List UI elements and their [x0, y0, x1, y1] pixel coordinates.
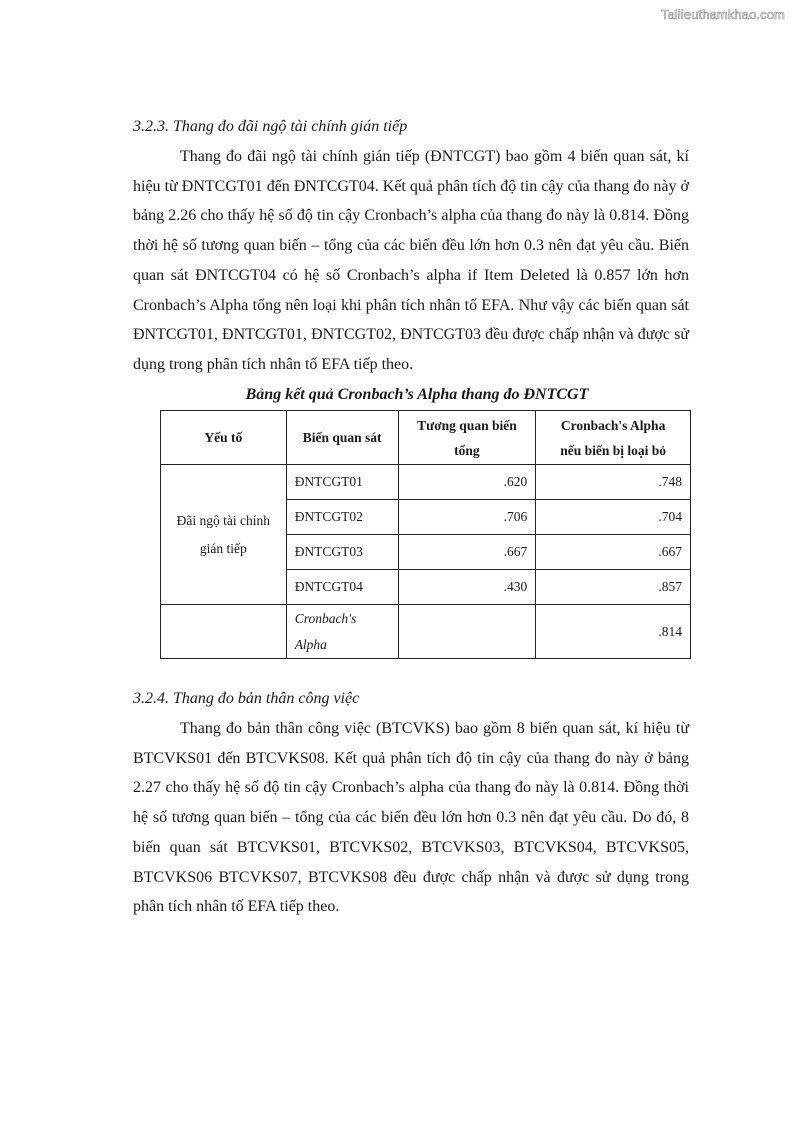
section-heading: 3.2.3. Thang đo đãi ngộ tài chính gián tiếp — [133, 118, 408, 135]
alpha-total-cell: .814 — [536, 605, 691, 659]
header-factor: Yếu tố — [161, 411, 287, 465]
alpha-label-cell — [286, 605, 398, 659]
alpha-if-deleted-cell: .704 — [536, 500, 691, 535]
alpha-if-deleted-cell: .667 — [536, 535, 691, 570]
correlation-cell: .430 — [398, 570, 536, 605]
factor-line2: gián tiếp — [199, 540, 247, 556]
table-row-alpha-total — [161, 605, 691, 659]
header-alpha-line2: nếu biến bị loại bỏ — [560, 442, 667, 458]
alpha-if-deleted-cell: .857 — [536, 570, 691, 605]
table-row — [161, 465, 691, 500]
table-title: Bảng kết quả Cronbach’s Alpha thang đo ĐNTCGT — [245, 385, 589, 403]
header-variable: Biến quan sát — [286, 411, 398, 465]
header-correlation-line2: tổng — [454, 442, 480, 458]
correlation-cell: .706 — [398, 500, 536, 535]
header-correlation — [398, 411, 536, 465]
header-alpha-if-deleted — [536, 411, 691, 465]
section-indirect-financial — [133, 112, 689, 410]
cronbach-alpha-table — [160, 410, 691, 659]
alpha-if-deleted-cell: .748 — [536, 465, 691, 500]
alpha-label-line1: Cronbach's — [294, 610, 357, 626]
section-paragraph: Thang đo đãi ngộ tài chính gián tiếp (ĐNTCGT) bao gồm 4 biến quan sát, kí hiệu từ ĐNTCGT01 đến ĐNTCGT04. Kết quả phân tích độ tin cậy của thang đo này ở bảng 2.26 cho thấy hệ số độ tin cậy Cronbach’s alpha của thang đo này là 0.814. Đồng thời hệ số tương quan biến – tổng của các biến đều lớn hơn 0.3 nên đạt yêu cầu. Biến quan sát ĐNTCGT04 có hệ số Cronbach’s alpha if Item Deleted là 0.857 lớn hơn Cronbach’s Alpha tổng nên loại khi phân tích nhân tố EFA. Như vậy các biến quan sát ĐNTCGT01, ĐNTCGT01, ĐNTCGT02, ĐNTCGT03 đều được chấp nhận và được sử dụng trong phân tích nhân tố EFA tiếp theo. — [133, 148, 689, 373]
header-alpha-line1: Cronbach's Alpha — [560, 417, 666, 433]
section-heading: 3.2.4. Thang đo bản thân công việc — [133, 690, 360, 707]
variable-cell: ĐNTCGT01 — [286, 465, 398, 500]
variable-cell: ĐNTCGT04 — [286, 570, 398, 605]
variable-cell: ĐNTCGT02 — [286, 500, 398, 535]
empty-cell — [398, 605, 536, 659]
variable-cell: ĐNTCGT03 — [286, 535, 398, 570]
header-correlation-line1: Tương quan biến — [417, 417, 517, 433]
table-header-row — [161, 411, 691, 465]
watermark-text: Tailieuthamkhao.com — [660, 7, 785, 22]
section-job-itself — [133, 684, 689, 922]
correlation-cell: .620 — [398, 465, 536, 500]
factor-line1: Đãi ngộ tài chính — [176, 512, 271, 528]
alpha-label-line2: Alpha — [294, 636, 327, 652]
factor-cell — [161, 465, 287, 605]
correlation-cell: .667 — [398, 535, 536, 570]
section-paragraph: Thang đo bản thân công việc (BTCVKS) bao gồm 8 biến quan sát, kí hiệu từ BTCVKS01 đến BTCVKS08. Kết quả phân tích độ tin cậy của thang đo này ở bảng 2.27 cho thấy hệ số độ tin cậy Cronbach’s alpha của thang đo này là 0.814. Đồng thời hệ số tương quan biến – tổng của các biến đều lớn hơn 0.3 nên đạt yêu cầu. Do đó, 8 biến quan sát BTCVKS01, BTCVKS02, BTCVKS03, BTCVKS04, BTCVKS05, BTCVKS06 BTCVKS07, BTCVKS08 đều được chấp nhận và được sử dụng trong phân tích nhân tố EFA tiếp theo. — [133, 720, 689, 916]
empty-cell — [161, 605, 287, 659]
